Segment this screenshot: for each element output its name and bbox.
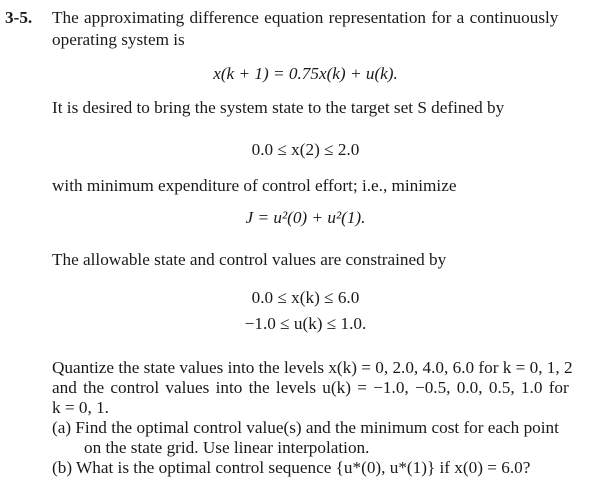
quantize-line-2: and the control values into the levels u(k) = −1.0, −0.5, 0.0, 0.5, 1.0 for — [52, 378, 569, 397]
part-a-line-2: on the state grid. Use linear interpolation. — [84, 438, 370, 457]
part-a-line-1: (a) Find the optimal control value(s) and the minimum cost for each point — [52, 418, 559, 437]
problem-number: 3-5. — [5, 8, 33, 27]
intro-line-2: operating system is — [52, 30, 185, 49]
equation-state-constraint: 0.0 ≤ x(k) ≤ 6.0 — [251, 288, 360, 307]
equation-system: x(k + 1) = 0.75x(k) + u(k). — [213, 64, 398, 83]
equation-control-constraint: −1.0 ≤ u(k) ≤ 1.0. — [244, 314, 367, 333]
target-text: It is desired to bring the system state to the target set S defined by — [52, 98, 505, 117]
equation-target: 0.0 ≤ x(2) ≤ 2.0 — [251, 140, 360, 159]
constraint-text: The allowable state and control values are constrained by — [52, 250, 447, 269]
part-b: (b) What is the optimal control sequence {u*(0), u*(1)} if x(0) = 6.0? — [52, 458, 531, 477]
minimize-text: with minimum expenditure of control effort; i.e., minimize — [52, 176, 457, 195]
equation-cost: J = u²(0) + u²(1). — [245, 208, 366, 227]
quantize-line-1: Quantize the state values into the levels x(k) = 0, 2.0, 4.0, 6.0 for k = 0, 1, 2 — [52, 358, 573, 377]
intro-line-1: The approximating difference equation representation for a continuously — [52, 8, 559, 27]
quantize-line-3: k = 0, 1. — [52, 398, 109, 417]
